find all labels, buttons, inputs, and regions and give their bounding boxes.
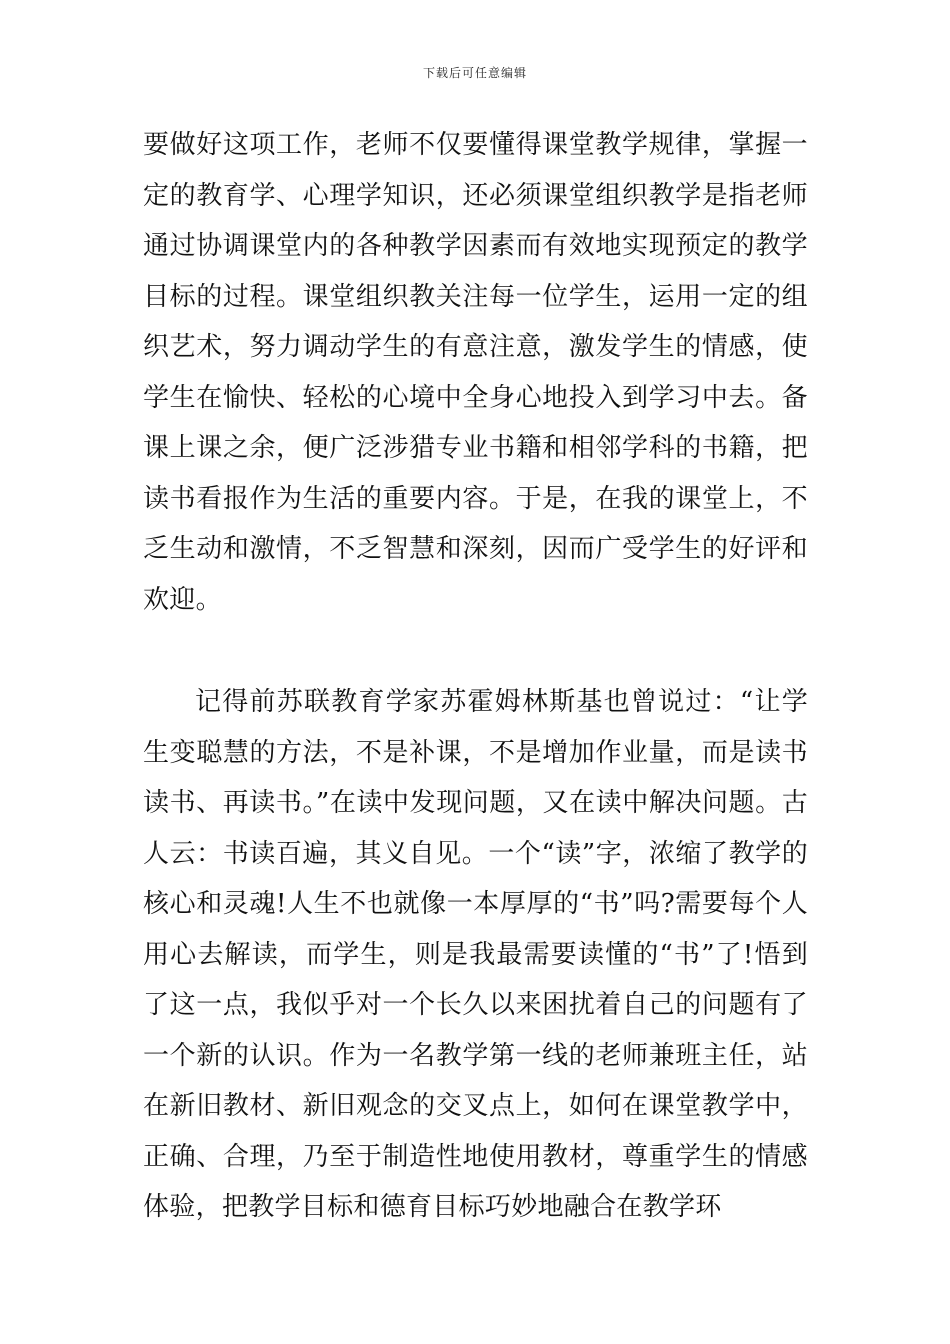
paragraph-spacer [143,625,808,677]
document-body [143,120,808,1233]
page-header-note: 下载后可任意编辑 [422,66,527,80]
paragraph-2: 记得前苏联教育学家苏霍姆林斯基也曾说过：“让学生变聪慧的方法，不是补课，不是增加作业量，而是读书读书、再读书。”在读中发现问题，又在读中解决问题。古人云：书读百遍，其义自见。一个“读”字，浓缩了教学的核心和灵魂!人生不也就像一本厚厚的“书”吗?需要每个人用心去解读，而学生，则是我最需要读懂的“书”了!悟到了这一点，我似乎对一个长久以来困扰着自己的问题有了一个新的认识。作为一名教学第一线的老师兼班主任，站在新旧教材、新旧观念的交叉点上，如何在课堂教学中，正确、合理，乃至于制造性地使用教材，尊重学生的情感体验，把教学目标和德育目标巧妙地融合在教学环 [143,687,808,1222]
paragraph-1: 要做好这项工作，老师不仅要懂得课堂教学规律，掌握一定的教育学、心理学知识，还必须课堂组织教学是指老师通过协调课堂内的各种教学因素而有效地实现预定的教学目标的过程。课堂组织教关注每一位学生，运用一定的组织艺术，努力调动学生的有意注意，激发学生的情感，使学生在愉快、轻松的心境中全身心地投入到学习中去。备课上课之余，便广泛涉猎专业书籍和相邻学科的书籍，把读书看报作为生活的重要内容。于是，在我的课堂上，不乏生动和激情，不乏智慧和深刻，因而广受学生的好评和欢迎。 [143,130,808,615]
